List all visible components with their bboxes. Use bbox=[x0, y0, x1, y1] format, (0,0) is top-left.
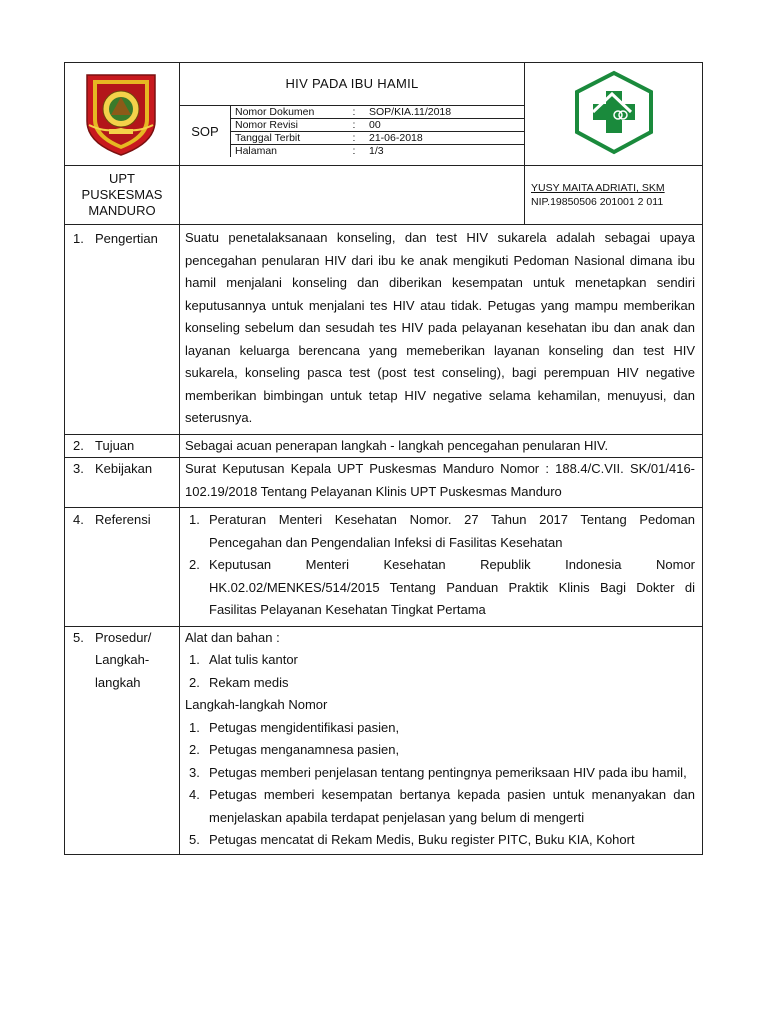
alat-heading: Alat dan bahan : bbox=[185, 629, 280, 645]
section-row bbox=[65, 626, 703, 854]
regional-crest-icon bbox=[65, 63, 177, 160]
list-item: 2. Petugas menganamnesa pasien, bbox=[189, 742, 400, 757]
section-label: 3. Kebijakan bbox=[65, 458, 180, 508]
referensi-list bbox=[180, 508, 703, 627]
alat-list bbox=[185, 649, 695, 694]
section-row bbox=[65, 508, 703, 627]
meta-row: Halaman : 1/3 bbox=[235, 145, 384, 157]
list-item: 3. Petugas memberi penjelasan tentang pentingnya pemeriksaan HIV pada ibu hamil, bbox=[189, 764, 687, 780]
sop-table bbox=[64, 62, 703, 855]
list-item: 2. Keputusan Menteri Kesehatan Republik Indonesia Nomor HK.02.02/MENKES/514/2015 Tentang Panduan Praktik Klinis Bagi Dokter di Fasilitas Pelayanan Kesehatan Tingkat Pertama bbox=[189, 557, 695, 617]
tujuan-text: Sebagai acuan penerapan langkah - langkah pencegahan penularan HIV. bbox=[180, 434, 703, 458]
langkah-heading: Langkah-langkah Nomor bbox=[185, 697, 328, 712]
list-item: 5. Petugas mencatat di Rekam Medis, Buku register PITC, Buku KIA, Kohort bbox=[189, 832, 635, 847]
meta-row: Tanggal Terbit : 21-06-2018 bbox=[231, 132, 524, 145]
right-logo-cell bbox=[525, 63, 703, 166]
signer-nip: NIP.19850506 201001 2 011 bbox=[531, 196, 664, 208]
puskesmas-logo-icon bbox=[526, 63, 702, 160]
section-label: 5. Prosedur/ Langkah- langkah bbox=[65, 626, 180, 854]
section-row bbox=[65, 225, 703, 435]
meta-row: Nomor Dokumen : SOP/KIA.11/2018 bbox=[231, 106, 524, 119]
signature-space bbox=[180, 166, 525, 225]
document-title: HIV PADA IBU HAMIL bbox=[180, 63, 524, 106]
title-cell bbox=[180, 63, 525, 166]
section-label: 1. Pengertian bbox=[65, 225, 180, 435]
list-item: 1. Alat tulis kantor bbox=[189, 652, 298, 667]
langkah-list bbox=[185, 717, 695, 852]
pengertian-text: Suatu penetalaksanaan konseling, dan test HIV sukarela adalah sebagai upaya pencegahan penularan HIV dari ibu ke anak mengikuti Pedoman Nasional dimana ibu hamil menjalani konseling dan diberikan kesempatan untuk menetapkan sendiri keputusannya untuk menjalani tes HIV atau tidak. Petugas yang mampu memberikan konseling sebelum dan sesudah tes HIV pada pelayanan kesehatan ibu dan anak dan layanan keluarga berencana yang memeberikan layanan konseling dan test HIV sukarela, konseling pasca test (post test conseling), bagi perempuan HIV negative memberikan bimbingan untuk tetap HIV negative selama kehamilan, menuyusi, dan seterusnya. bbox=[180, 225, 703, 435]
sop-label: SOP bbox=[180, 106, 231, 158]
list-item: 2. Rekam medis bbox=[189, 674, 289, 690]
document-meta bbox=[231, 106, 524, 157]
list-item: 1. Petugas mengidentifikasi pasien, bbox=[189, 719, 400, 735]
section-row bbox=[65, 434, 703, 458]
prosedur-content bbox=[180, 626, 703, 854]
list-item: 4. Petugas memberi kesempatan bertanya kepada pasien untuk menanyakan dan menjelaskan apabila terdapat penjelasan yang belum di mengerti bbox=[189, 787, 695, 825]
kebijakan-text: Surat Keputusan Kepala UPT Puskesmas Manduro Nomor : 188.4/C.VII. SK/01/416-102.19/2018 Tentang Pelayanan Klinis UPT Puskesmas Manduro bbox=[180, 458, 703, 508]
signer-name: YUSY MAITA ADRIATI, SKM bbox=[531, 182, 665, 194]
section-label: 4. Referensi bbox=[65, 508, 180, 627]
signer-block bbox=[525, 166, 703, 225]
section-label: 2. Tujuan bbox=[65, 434, 180, 458]
meta-row: Nomor Revisi : 00 bbox=[231, 119, 524, 132]
left-logo-cell bbox=[65, 63, 180, 166]
list-item: 1. Peraturan Menteri Kesehatan Nomor. 27 Tahun 2017 Tentang Pedoman Pencegahan dan Pengendalian Infeksi di Fasilitas Kesehatan bbox=[189, 512, 695, 550]
section-row bbox=[65, 458, 703, 508]
unit-name: UPT PUSKESMAS MANDURO bbox=[65, 166, 180, 225]
